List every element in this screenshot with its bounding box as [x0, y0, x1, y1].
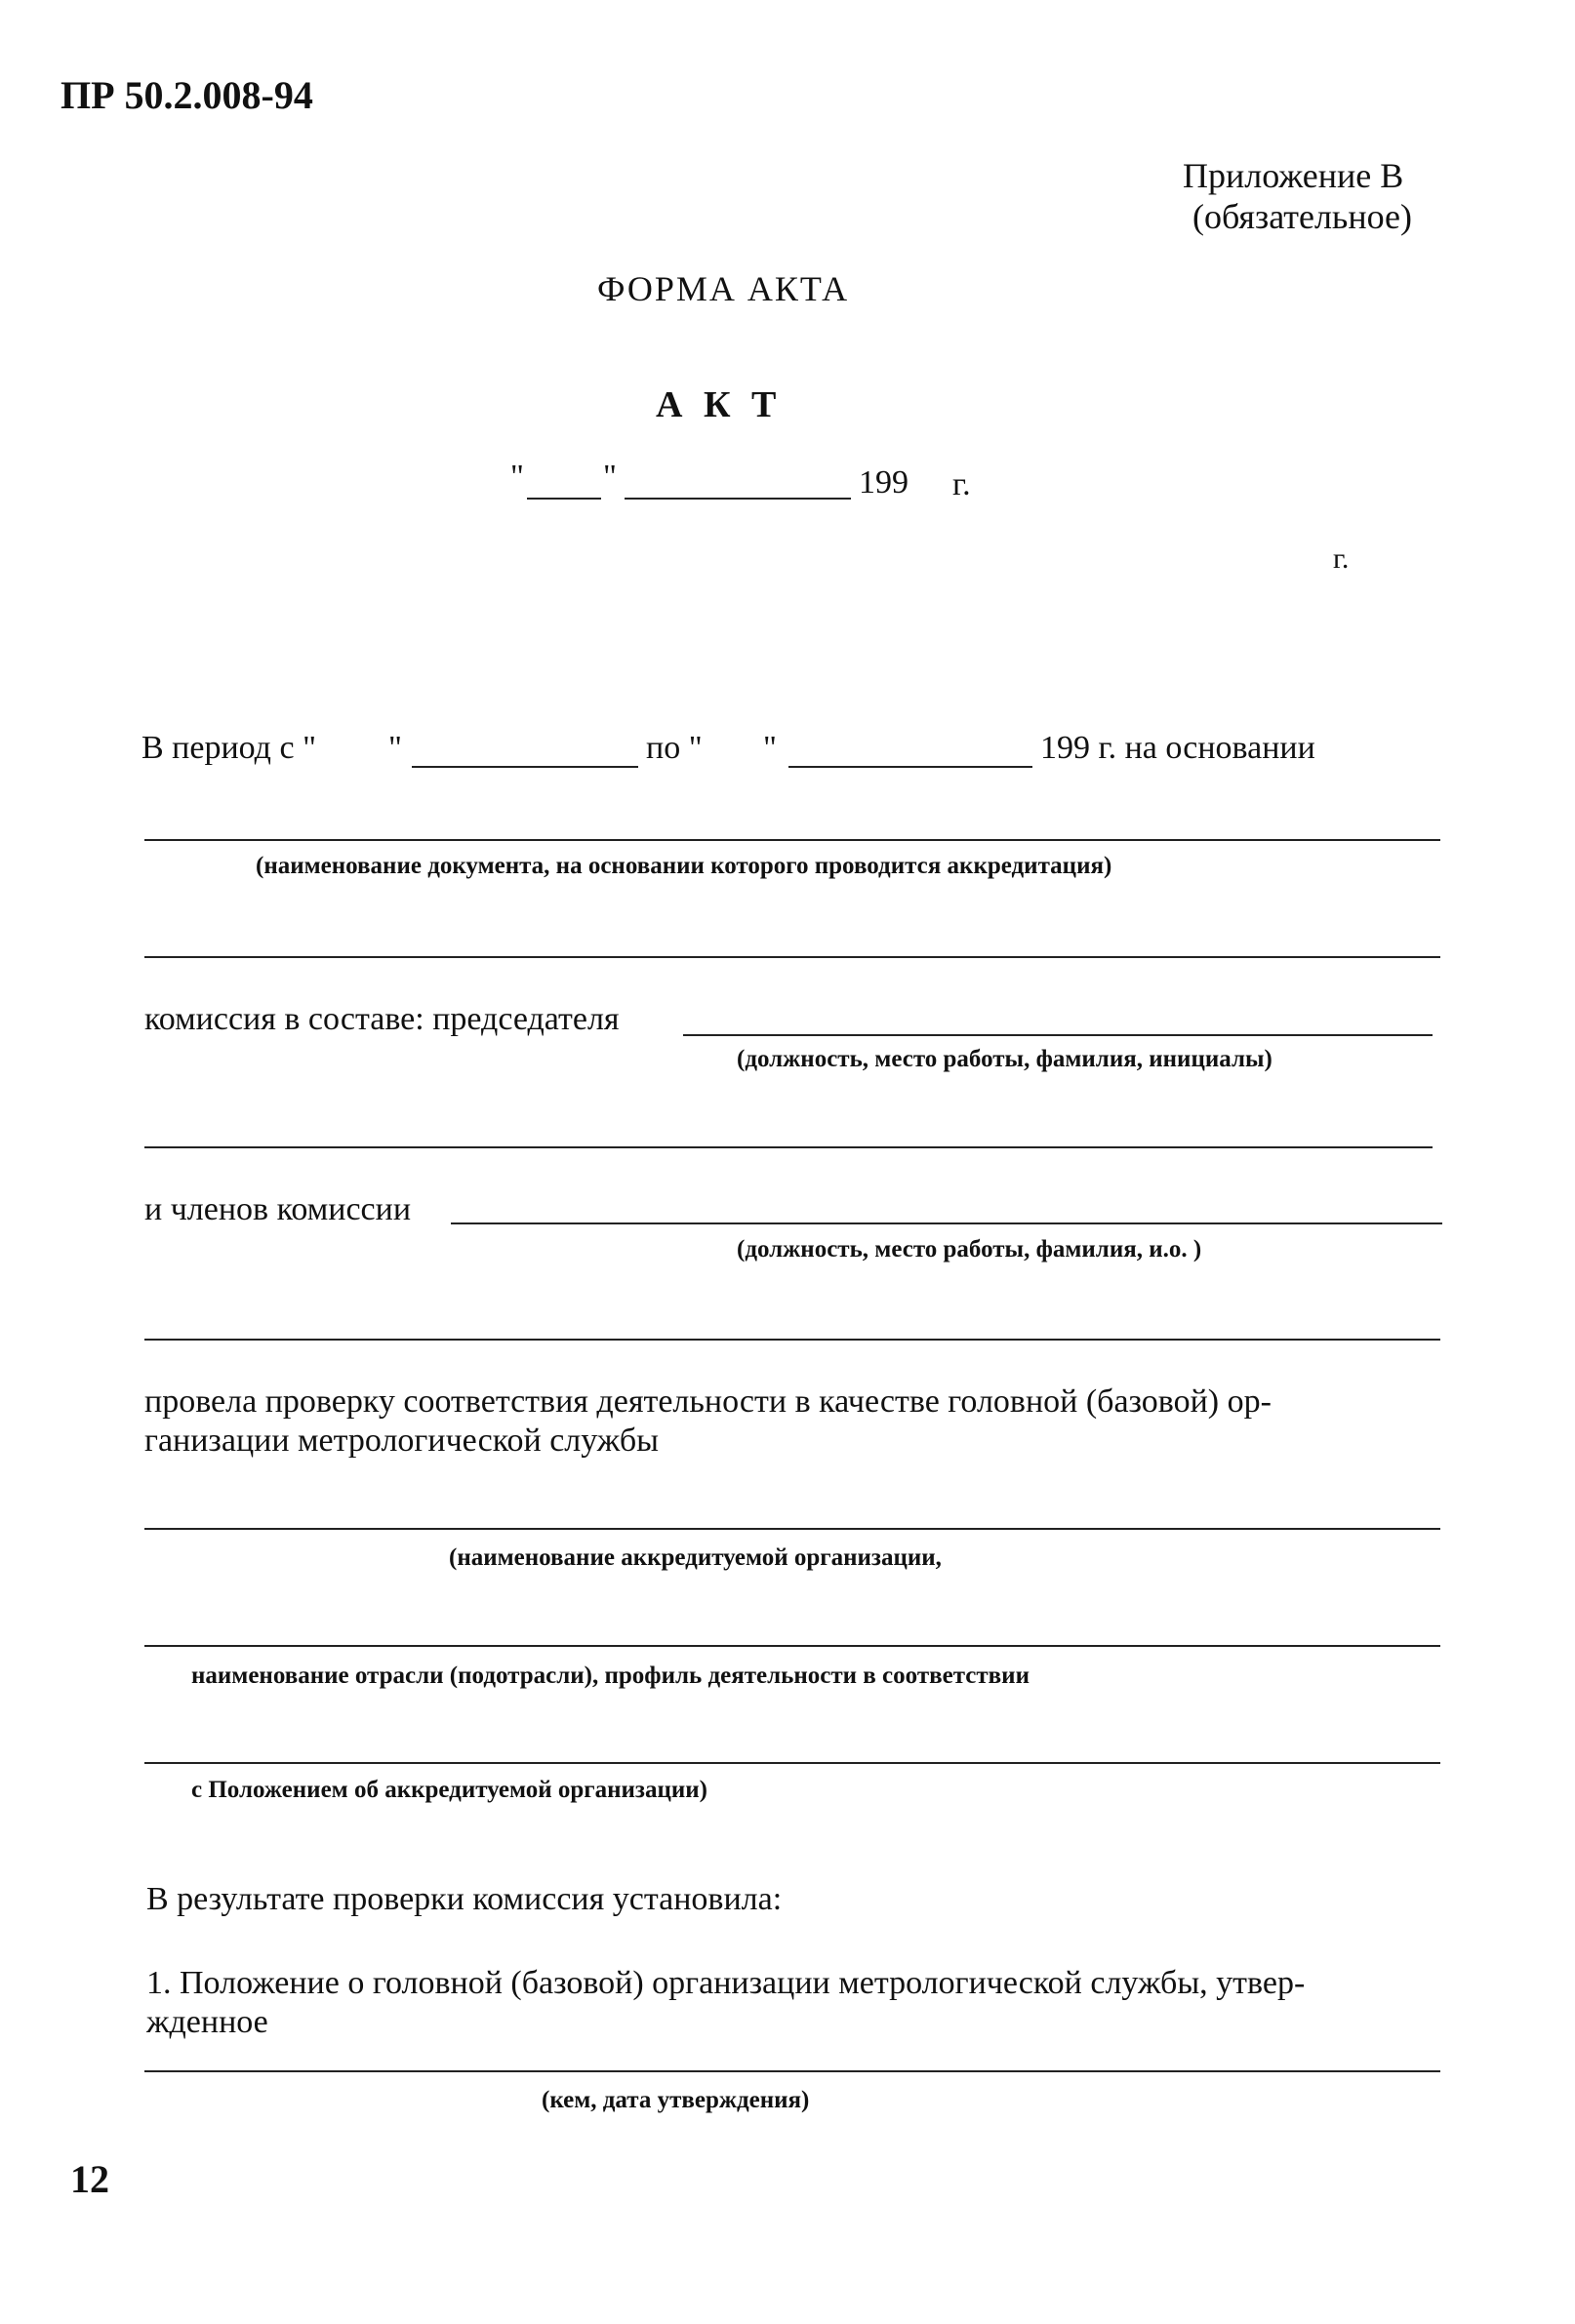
approved-by-caption: (кем, дата утверждения) — [542, 2087, 810, 2113]
members-line — [451, 1222, 1442, 1224]
date-year-suffix: г. — [952, 466, 971, 502]
regulation-caption: с Положением об аккредитуемой организации) — [191, 1777, 708, 1803]
period-to-quote: " — [763, 730, 777, 766]
document-line — [144, 839, 1440, 841]
date-quote-open: " — [510, 459, 524, 495]
result-item1-line2: жденное — [146, 2004, 268, 2040]
result-item1-line1: 1. Положение о головной (базовой) организации метрологической службы, утвер- — [146, 1965, 1306, 2001]
members-caption: (должность, место работы, фамилия, и.о. ) — [737, 1236, 1202, 1262]
result-heading: В результате проверки комиссия установила: — [146, 1881, 783, 1917]
appendix-title: Приложение В — [1183, 156, 1404, 195]
verification-line-2: ганизации метрологической службы — [144, 1422, 659, 1459]
date-year: 199 — [859, 464, 909, 501]
period-from-label: В период с " — [141, 730, 316, 766]
members-line-2 — [144, 1339, 1440, 1341]
document-line-2 — [144, 956, 1440, 958]
approved-by-line — [144, 2070, 1440, 2072]
page-number: 12 — [70, 2157, 109, 2201]
verification-line-1: провела проверку соответствия деятельности в качестве головной (базовой) ор- — [144, 1383, 1272, 1420]
period-to-label: по " — [646, 730, 703, 766]
period-from-quote: " — [388, 730, 402, 766]
chairman-line — [683, 1034, 1433, 1036]
industry-line — [144, 1645, 1440, 1647]
period-from-underline — [412, 766, 638, 768]
day-underline — [527, 498, 601, 500]
org-name-caption: (наименование аккредитуемой организации, — [449, 1544, 942, 1571]
regulation-line — [144, 1762, 1440, 1764]
chairman-label: комиссия в составе: председателя — [144, 1001, 620, 1037]
form-title: ФОРМА АКТА — [597, 269, 850, 308]
act-title: А К Т — [656, 384, 783, 425]
chairman-caption: (должность, место работы, фамилия, инициалы) — [737, 1046, 1272, 1072]
period-year-basis: 199 г. на основании — [1040, 730, 1315, 766]
appendix-subtitle: (обязательное) — [1192, 197, 1412, 236]
month-underline — [625, 498, 851, 500]
members-label: и членов комиссии — [144, 1191, 412, 1227]
date-quote-close: " — [603, 459, 617, 495]
industry-caption: наименование отрасли (подотрасли), профиль деятельности в соответствии — [191, 1663, 1030, 1689]
document-caption: (наименование документа, на основании которого проводится аккредитация) — [256, 853, 1112, 879]
chairman-line-2 — [144, 1146, 1433, 1148]
city-suffix: г. — [1333, 542, 1350, 575]
period-to-underline — [788, 766, 1032, 768]
org-name-line — [144, 1528, 1440, 1530]
document-code: ПР 50.2.008-94 — [61, 73, 313, 117]
